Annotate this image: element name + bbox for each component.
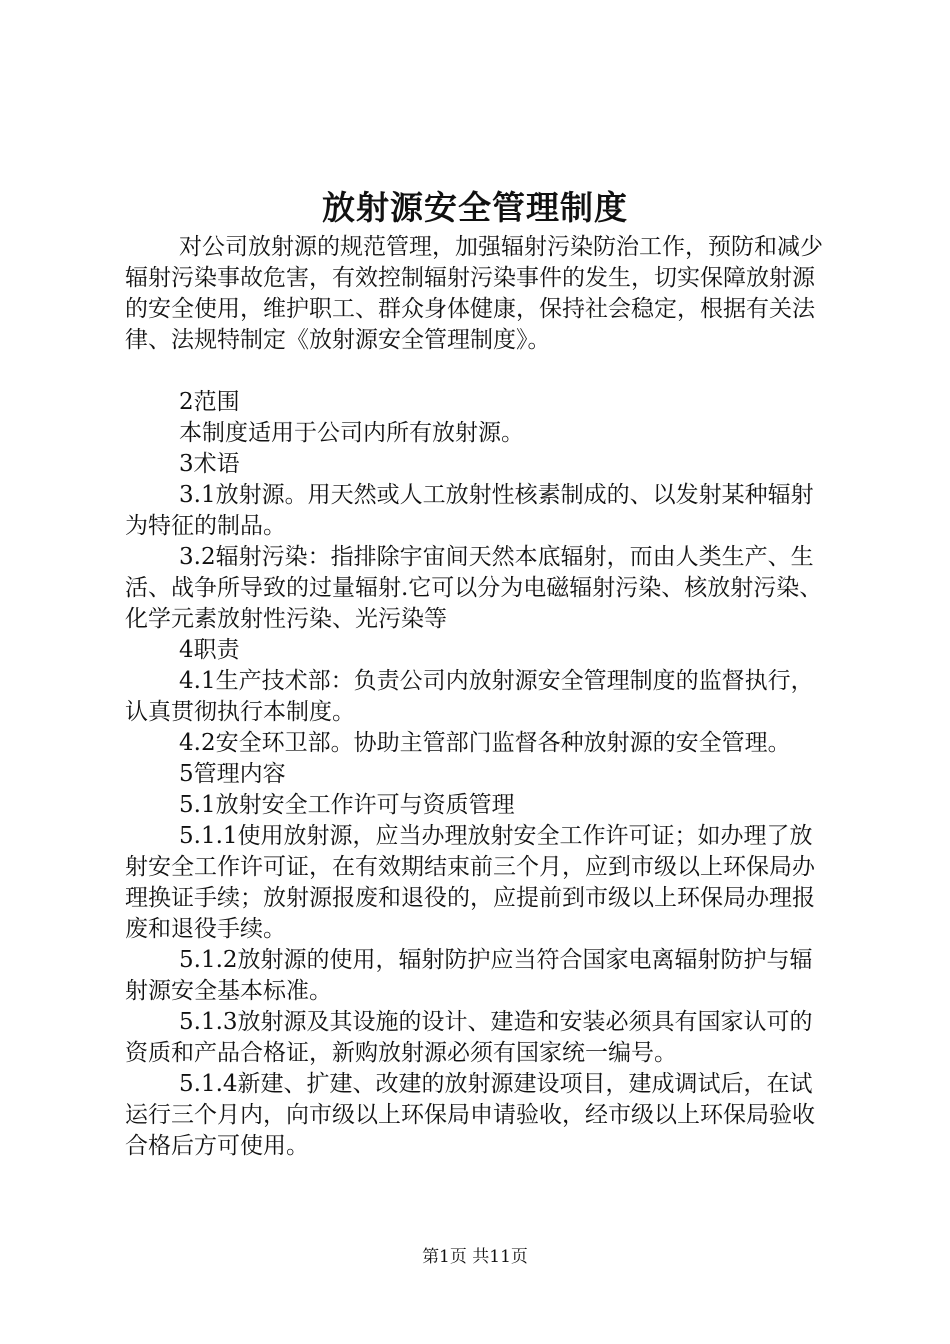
term-3-2-paragraph: 3.2辐射污染：指排除宇宙间天然本底辐射，而由人类生产、生活、战争所导致的过量辐射.它可以分为电磁辐射污染、核放射污染、化学元素放射性污染、光污染等 [125, 544, 823, 632]
section-heading-duties: 4职责 [179, 637, 240, 663]
document-title: 放射源安全管理制度 [322, 188, 628, 227]
clause-5-1-2-paragraph: 5.1.2放射源的使用，辐射防护应当符合国家电离辐射防护与辐射源安全基本标准。 [125, 947, 813, 1004]
subsection-heading-5-1: 5.1放射安全工作许可与资质管理 [179, 792, 515, 818]
clause-5-1-1-paragraph: 5.1.1使用放射源，应当办理放射安全工作许可证；如办理了放射安全工作许可证，在有效期结束前三个月，应到市级以上环保局办理换证手续；放射源报废和退役的，应提前到市级以上环保局办理报废和退役手续。 [125, 823, 815, 942]
clause-5-1-3-paragraph: 5.1.3放射源及其设施的设计、建造和安装必须具有国家认可的资质和产品合格证，新购放射源必须有国家统一编号。 [125, 1009, 813, 1066]
section-heading-terms: 3术语 [179, 451, 240, 477]
duty-4-2-paragraph: 4.2安全环卫部。协助主管部门监督各种放射源的安全管理。 [179, 730, 791, 756]
section-heading-scope: 2范围 [179, 389, 240, 415]
document-body [125, 232, 833, 1162]
page-footer: 第1页 共11页 [422, 1247, 528, 1267]
section-heading-management: 5管理内容 [179, 761, 286, 787]
scope-paragraph: 本制度适用于公司内所有放射源。 [179, 420, 524, 446]
intro-paragraph: 对公司放射源的规范管理，加强辐射污染防治工作，预防和减少辐射污染事故危害，有效控制辐射污染事件的发生，切实保障放射源的安全使用，维护职工、群众身体健康，保持社会稳定，根据有关法律、法规特制定《放射源安全管理制度》。 [125, 234, 823, 353]
duty-4-1-paragraph: 4.1生产技术部：负责公司内放射源安全管理制度的监督执行，认真贯彻执行本制度。 [125, 668, 814, 725]
term-3-1-paragraph: 3.1放射源。用天然或人工放射性核素制成的、以发射某种辐射为特征的制品。 [125, 482, 814, 539]
clause-5-1-4-paragraph: 5.1.4新建、扩建、改建的放射源建设项目，建成调试后，在试运行三个月内，向市级以上环保局申请验收，经市级以上环保局验收合格后方可使用。 [125, 1071, 815, 1159]
